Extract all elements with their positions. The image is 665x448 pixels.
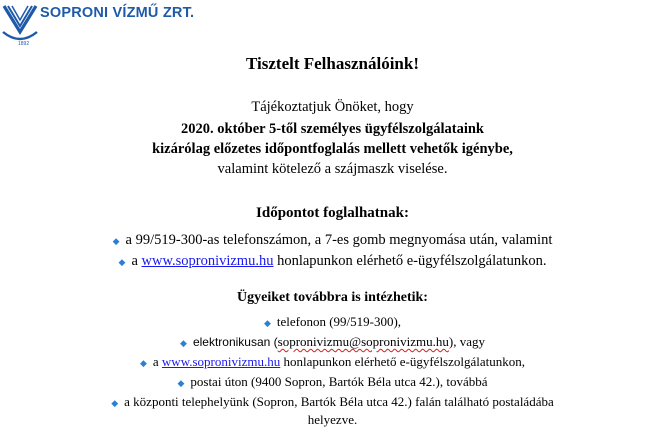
diamond-bullet-icon: ◆ — [139, 357, 147, 368]
company-name: SOPRONI VÍZMŰ ZRT. — [40, 5, 195, 21]
appointment-notice: kizárólag előzetes időpontfoglalás mellett vehetők igénybe, — [152, 141, 513, 157]
other-item-web: ◆ a www.sopronivizmu.hu honlapunkon elérhető e-ügyfélszolgálatunkon, — [0, 353, 665, 372]
other-item-email: ◆ elektronikusan (sopronivizmu@sopronivizmu.hu), vagy — [0, 333, 665, 352]
website-link[interactable]: www.sopronivizmu.hu — [161, 354, 281, 369]
diamond-bullet-icon: ◆ — [111, 397, 119, 408]
other-heading: Ügyeiket továbbra is intézhetik: — [237, 290, 428, 305]
other-item-mailbox-cont: helyezve. — [307, 412, 358, 427]
other-item-phone: ◆ telefonon (99/519-300), — [0, 313, 665, 332]
diamond-bullet-icon: ◆ — [112, 235, 120, 246]
email-address[interactable]: sopronivizmu@sopronivizmu.hu — [277, 334, 449, 349]
mask-notice: valamint kötelező a szájmaszk viselése. — [217, 161, 448, 177]
date-notice: 2020. október 5-től személyes ügyfélszolgálataink — [181, 121, 484, 137]
booking-heading: Időpontot foglalhatnak: — [256, 205, 409, 221]
booking-item-phone: ◆ a 99/519-300-as telefonszámon, a 7-es gomb megnyomása után, valamint — [112, 232, 553, 248]
diamond-bullet-icon: ◆ — [180, 337, 187, 348]
diamond-bullet-icon: ◆ — [118, 256, 126, 267]
other-item-post: ◆ postai úton (9400 Sopron, Bartók Béla utca 42.), továbbá — [0, 373, 665, 392]
diamond-bullet-icon: ◆ — [177, 377, 185, 388]
founding-year: 1892 — [18, 41, 30, 47]
intro-text: Tájékoztatjuk Önöket, hogy — [251, 99, 414, 115]
company-logo — [0, 0, 200, 50]
booking-item-web: ◆ a www.sopronivizmu.hu honlapunkon elérhető e-ügyfélszolgálatunkon. — [118, 253, 547, 269]
diamond-bullet-icon: ◆ — [263, 317, 271, 328]
water-drop-logo-icon — [2, 2, 38, 42]
website-link[interactable]: www.sopronivizmu.hu — [141, 253, 274, 269]
other-item-mailbox: ◆ a központi telephelyünk (Sopron, Bartók Béla utca 42.) falán található postaládába — [0, 393, 665, 412]
greeting-title: Tisztelt Felhasználóink! — [246, 54, 419, 73]
